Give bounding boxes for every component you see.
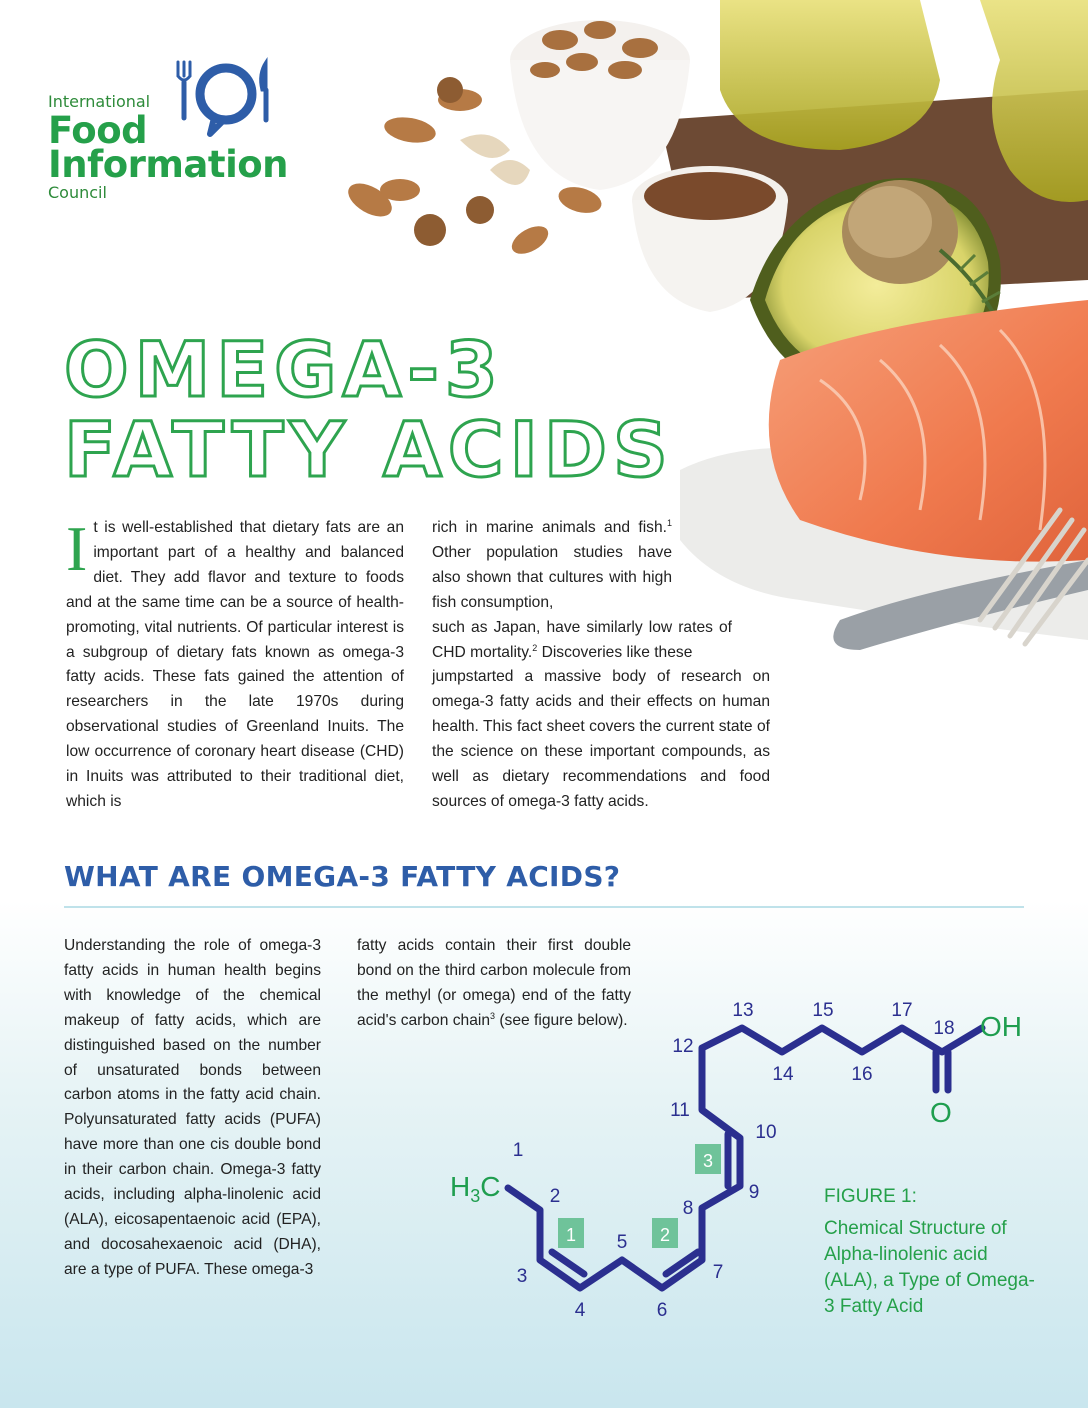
carbon-number: 5 xyxy=(616,1232,628,1253)
intro-text-studies: Other population studies have also shown that cultures with high fish consumption, xyxy=(432,543,672,611)
carbon-number: 6 xyxy=(656,1300,668,1321)
double-bond-label-2: 2 xyxy=(659,1225,671,1245)
carbon-number: 4 xyxy=(574,1300,586,1321)
double-bond-label-1: 1 xyxy=(565,1225,577,1245)
carbon-number: 8 xyxy=(682,1198,694,1219)
intro-right-paragraph-1 xyxy=(432,516,672,616)
logo-line-council: Council xyxy=(48,183,107,202)
logo-line-food: Food xyxy=(48,109,148,152)
intro-text-fish: rich in marine animals and fish. xyxy=(432,519,667,536)
carbon-number: 18 xyxy=(933,1018,955,1039)
section-right-text: fatty acids contain their first double bond on the third carbon molecule from the methyl (or omega) end of the fatty acid's carbon chain xyxy=(357,937,631,1029)
title-line-1: OMEGA-3 xyxy=(64,325,504,414)
carbon-number: 15 xyxy=(812,1000,834,1021)
intro-right-paragraph-2 xyxy=(432,616,732,666)
methyl-h: H xyxy=(450,1171,471,1202)
reference-1: 1 xyxy=(666,517,672,528)
methyl-c: C xyxy=(480,1171,501,1202)
intro-text-japan: such as Japan, have similarly low rates of CHD mortality. xyxy=(432,618,732,661)
figure-caption-text: Chemical Structure of Alpha-linolenic acid (ALA), a Type of Omega-3 Fatty Acid xyxy=(824,1218,1035,1317)
section-divider xyxy=(64,906,1024,908)
reference-2: 2 xyxy=(532,642,538,653)
hydroxyl-group: OH xyxy=(980,1011,1022,1042)
carbon-number: 13 xyxy=(732,1000,754,1021)
carbon-number: 16 xyxy=(851,1064,873,1085)
intro-left-column xyxy=(66,513,404,815)
intro-right-column xyxy=(432,516,770,815)
methyl-subscript: 3 xyxy=(470,1186,481,1206)
ific-logo xyxy=(48,56,308,206)
carbon-number: 11 xyxy=(670,1100,690,1121)
fork-plate-knife-icon xyxy=(170,56,275,146)
carbon-number: 3 xyxy=(516,1266,528,1287)
section-right-text-end: (see figure below). xyxy=(495,1011,628,1029)
carbon-number: 17 xyxy=(891,1000,913,1021)
double-bond-label-3: 3 xyxy=(702,1151,714,1171)
carbonyl-oxygen: O xyxy=(930,1097,952,1128)
logo-line-international: International xyxy=(48,92,151,111)
title-line-2: FATTY ACIDS xyxy=(64,405,674,494)
reference-3: 3 xyxy=(490,1010,496,1021)
methyl-group xyxy=(450,1171,500,1206)
intro-right-paragraph-3: jumpstarted a massive body of research on omega-3 fatty acids and their effects on human health. This fact sheet covers the current state of the science on these important compounds, as well as dietary recommendations and food sources of omega-3 fatty acids. xyxy=(432,668,770,810)
carbon-number: 9 xyxy=(748,1182,760,1203)
intro-left-text: t is well-established that dietary fats are an important part of a healthy and balanced diet. They add flavor and texture to foods and at the same time can be a source of health-promoting, vital nutrients. Of particular interest is a subgroup of dietary fats known as omega-3 fatty acids. These fats gained the attention of researchers in the late 1970s during observational studies of Greenland Inuits. The low occurrence of coronary heart disease (CHD) in Inuits was attributed to their traditional diet, which is xyxy=(66,519,404,810)
section-left-column: Understanding the role of omega-3 fatty acids in human health begins with knowledge of the chemical makeup of fatty acids, which are distinguished based on the number of unsaturated bonds between carbon atoms in the fatty acid chain. Polyunsaturated fatty acids (PUFA) have more than one cis double bond in their carbon chain. Omega-3 fatty acids, including alpha-linolenic acid (ALA), eicosapentaenoic acid (EPA), and docosahexaenoic acid (DHA), are a type of PUFA. These omega-3 xyxy=(64,937,321,1278)
carbon-number: 2 xyxy=(549,1186,561,1207)
figure-caption xyxy=(824,1184,1044,1320)
dropcap: I xyxy=(66,513,88,584)
figure-caption-label: FIGURE 1: xyxy=(824,1186,917,1207)
page-title xyxy=(64,325,704,494)
section-heading: WHAT ARE OMEGA-3 FATTY ACIDS? xyxy=(64,860,621,893)
carbon-number: 7 xyxy=(712,1262,724,1283)
logo-line-information: Information xyxy=(48,143,289,186)
carbon-number: 12 xyxy=(672,1036,694,1057)
intro-text-discoveries: Discoveries like these xyxy=(537,643,693,661)
carbon-number: 10 xyxy=(755,1122,777,1143)
carbon-number: 14 xyxy=(772,1064,794,1085)
carbon-number: 1 xyxy=(512,1140,524,1161)
